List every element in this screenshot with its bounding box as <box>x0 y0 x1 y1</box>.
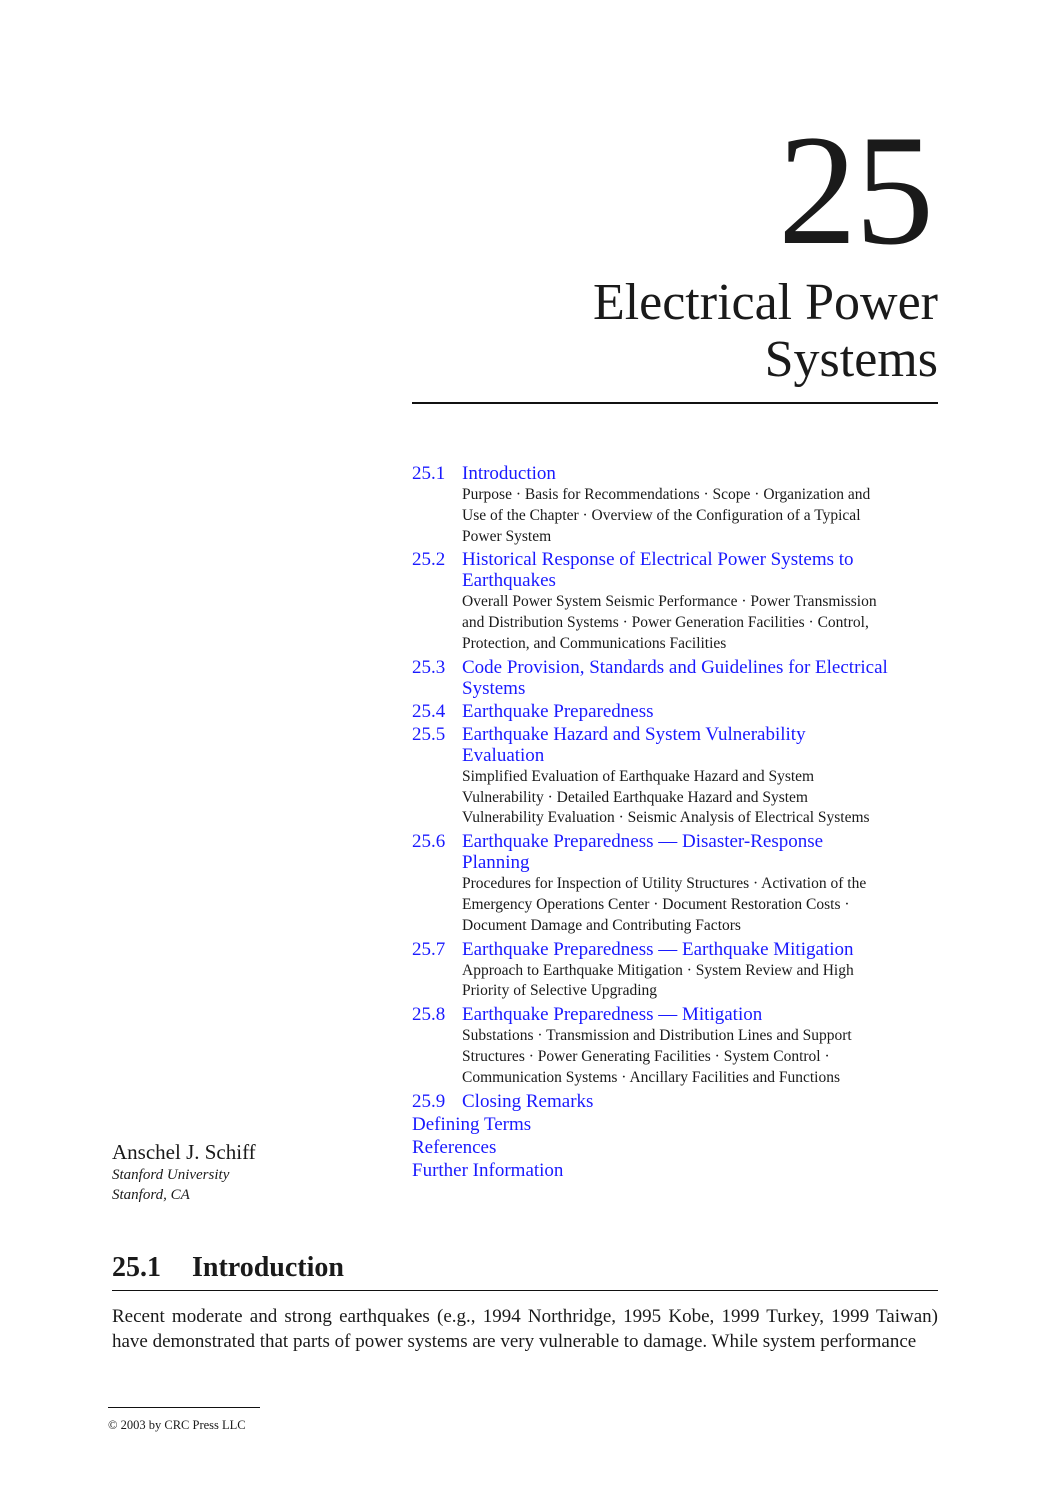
toc-title: Introduction <box>462 463 556 484</box>
toc-number: 25.1 <box>412 463 446 484</box>
section-rule <box>112 1290 938 1291</box>
toc-entry-25-8 <box>412 1004 892 1088</box>
toc-number: 25.6 <box>412 831 446 853</box>
toc-link[interactable] <box>412 939 892 960</box>
toc-number: 25.4 <box>412 700 446 722</box>
toc-number: 25.9 <box>412 1090 446 1112</box>
toc-subtopics: Substations · Transmission and Distribution Lines and Support Structures · Power Generating Facilities · System Control · Communication Systems · Ancillary Facilities and Functions <box>462 1027 852 1086</box>
toc-link-defining-terms[interactable]: Defining Terms <box>412 1113 532 1135</box>
toc-title: Earthquake Preparedness — Earthquake Mitigation <box>462 938 854 960</box>
chapter-title-line1: Electrical Power <box>592 274 938 331</box>
author-name: Anschel J. Schiff <box>112 1140 256 1164</box>
toc-subtopics: Simplified Evaluation of Earthquake Hazard and System Vulnerability · Detailed Earthquake Hazard and System Vulnerability Evaluation · Seismic Analysis of Electrical Systems <box>462 767 870 827</box>
toc-subtopics: Approach to Earthquake Mitigation · System Review and High Priority of Selective Upgrading <box>462 961 854 1000</box>
toc-link[interactable] <box>412 657 892 699</box>
author-block <box>112 1139 256 1205</box>
toc-subtopics: Overall Power System Seismic Performance · Power Transmission and Distribution Systems · Power Generation Facilities · Control, Protection, and Communications Facilities <box>462 593 877 652</box>
chapter-title <box>593 274 938 388</box>
toc-link[interactable] <box>412 463 892 484</box>
toc-title: Earthquake Preparedness — Mitigation <box>462 1004 763 1026</box>
toc-entry-25-3 <box>412 657 892 699</box>
toc-link-references[interactable]: References <box>412 1136 497 1158</box>
toc-entry-25-7 <box>412 939 892 1003</box>
toc-number: 25.5 <box>412 723 446 745</box>
toc-subtopics: Procedures for Inspection of Utility Structures · Activation of the Emergency Operations Center · Document Restoration Costs · Document Damage and Contributing Factors <box>462 875 867 934</box>
toc-link[interactable] <box>412 701 892 722</box>
toc-title: Earthquake Hazard and System Vulnerability Evaluation <box>462 723 806 766</box>
toc-number: 25.2 <box>412 549 446 571</box>
toc-link[interactable] <box>412 549 892 591</box>
toc-entry-25-5 <box>412 724 892 829</box>
author-affiliation: Stanford University <box>112 1167 230 1183</box>
toc-title: Closing Remarks <box>462 1090 594 1112</box>
toc-number: 25.3 <box>412 656 446 678</box>
toc-title: Historical Response of Electrical Power Systems to Earthquakes <box>462 549 854 592</box>
toc-link[interactable] <box>412 724 892 766</box>
toc-subtopics: Purpose · Basis for Recommendations · Scope · Organization and Use of the Chapter · Overview of the Configuration of a Typical Power System <box>462 486 871 545</box>
copyright-notice: © 2003 by CRC Press LLC <box>108 1418 246 1432</box>
footer-rule <box>108 1407 260 1408</box>
toc-title: Earthquake Preparedness <box>462 700 654 722</box>
title-rule <box>412 402 938 404</box>
toc-link[interactable] <box>412 1091 892 1112</box>
toc-entry-defining-terms <box>412 1114 892 1135</box>
toc-link[interactable] <box>412 1004 892 1025</box>
toc-entry-references <box>412 1137 892 1158</box>
section-heading <box>112 1251 344 1285</box>
toc-entry-25-4 <box>412 701 892 722</box>
section-body-text: Recent moderate and strong earthquakes (e.g., 1994 Northridge, 1995 Kobe, 1999 Turkey, 1999 Taiwan) have demonstrated that parts of power systems are very vulnerable to damage. While system performance <box>112 1306 938 1352</box>
toc-number: 25.8 <box>412 1004 446 1026</box>
toc-title: Earthquake Preparedness — Disaster-Response Planning <box>462 831 824 874</box>
author-location: Stanford, CA <box>112 1187 190 1203</box>
toc-entry-25-6 <box>412 831 892 936</box>
toc-entry-25-2 <box>412 549 892 654</box>
chapter-number: 25 <box>778 103 932 278</box>
toc-entry-further-information <box>412 1160 892 1181</box>
toc-link-further-information[interactable]: Further Information <box>412 1159 564 1181</box>
section-title: Introduction <box>192 1252 344 1283</box>
toc-link[interactable] <box>412 831 892 873</box>
table-of-contents <box>412 463 892 1183</box>
toc-entry-25-9 <box>412 1091 892 1112</box>
toc-entry-25-1 <box>412 463 892 547</box>
chapter-title-line2: Systems <box>764 331 938 388</box>
toc-number: 25.7 <box>412 938 446 960</box>
section-number: 25.1 <box>112 1252 161 1283</box>
toc-title: Code Provision, Standards and Guidelines for Electrical Systems <box>462 656 888 699</box>
